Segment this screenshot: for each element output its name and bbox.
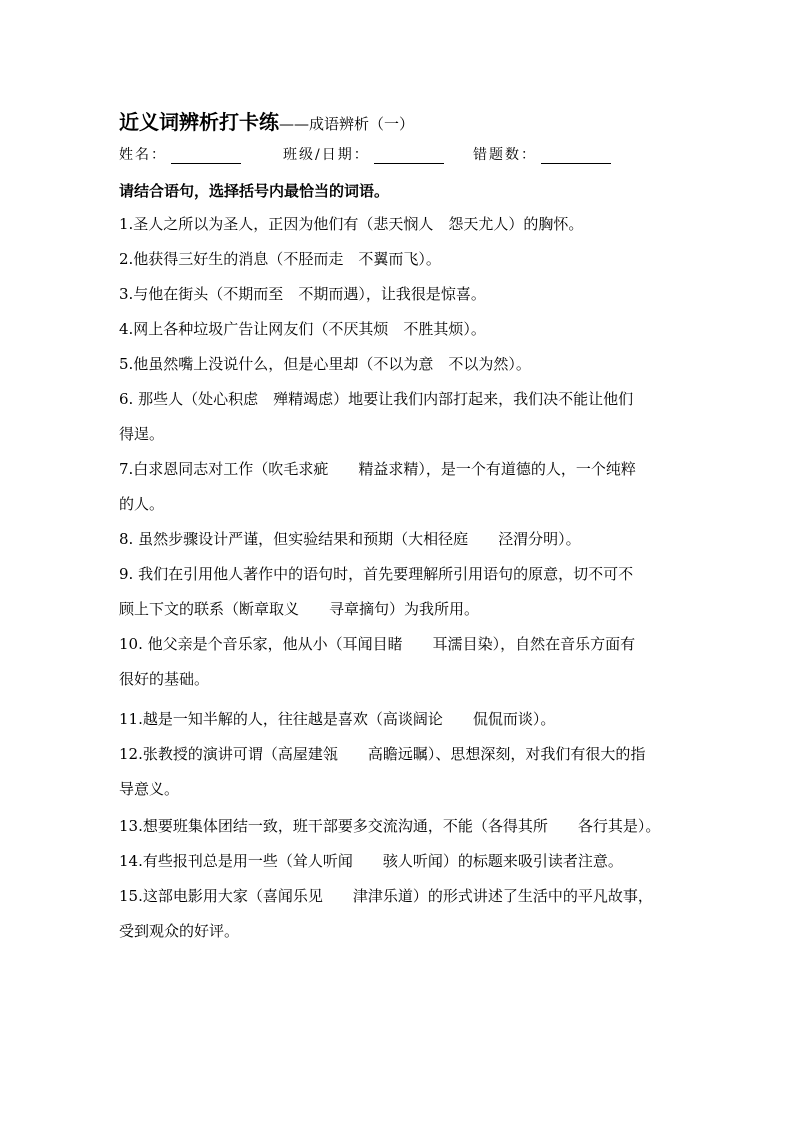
question-line: 4.网上各种垃圾广告让网友们（不厌其烦 不胜其烦）。 [119, 320, 486, 338]
errors-label: 错题数： [473, 147, 537, 163]
class-date-blank[interactable] [374, 147, 444, 164]
name-blank[interactable] [171, 147, 241, 164]
question-line: 的人。 [119, 495, 165, 513]
class-date-field [283, 144, 444, 164]
question-line: 11.越是一知半解的人，往往越是喜欢（高谈阔论 侃侃而谈）。 [119, 710, 556, 728]
page-title [119, 108, 414, 138]
question-line: 12.张教授的演讲可谓（高屋建瓴 高瞻远瞩）、思想深刻，对我们有很大的指 [119, 745, 646, 763]
question-line: 13.想要班集体团结一致，班干部要多交流沟通，不能（各得其所 各行其是）。 [119, 817, 661, 835]
question-line: 8. 虽然步骤设计严谨，但实验结果和预期（大相径庭 泾渭分明）。 [119, 530, 581, 548]
title-main: 近义词辨析打卡练 [119, 110, 279, 134]
student-info-row [119, 144, 679, 166]
name-field [119, 144, 241, 164]
name-label: 姓名： [119, 147, 167, 163]
question-line: 2.他获得三好生的消息（不胫而走 不翼而飞）。 [119, 250, 441, 268]
question-line: 9. 我们在引用他人著作中的语句时，首先要理解所引用语句的原意，切不可不 [119, 565, 634, 583]
instruction-text: 请结合语句，选择括号内最恰当的词语。 [119, 182, 390, 200]
question-line: 10. 他父亲是个音乐家，他从小（耳闻目睹 耳濡目染），自然在音乐方面有 [119, 635, 636, 653]
question-line: 顾上下文的联系（断章取义 寻章摘句）为我所用。 [119, 600, 480, 618]
question-line: 7.白求恩同志对工作（吹毛求疵 精益求精），是一个有道德的人，一个纯粹 [119, 460, 636, 478]
question-line: 5.他虽然嘴上没说什么，但是心里却（不以为意 不以为然）。 [119, 355, 531, 373]
question-line: 3.与他在街头（不期而至 不期而遇），让我很是惊喜。 [119, 285, 486, 303]
errors-field [473, 144, 611, 164]
class-date-label: 班级/日期： [283, 147, 370, 163]
question-line: 很好的基础。 [119, 670, 210, 688]
question-line: 14.有些报刊总是用一些（耸人听闻 骇人听闻）的标题来吸引读者注意。 [119, 852, 623, 870]
title-subtitle: ——成语辨析（一） [279, 115, 415, 133]
question-line: 6. 那些人（处心积虑 殚精竭虑）地要让我们内部打起来，我们决不能让他们 [119, 390, 634, 408]
question-line: 15.这部电影用大家（喜闻乐见 津津乐道）的形式讲述了生活中的平凡故事， [119, 887, 653, 905]
errors-blank[interactable] [541, 147, 611, 164]
question-line: 受到观众的好评。 [119, 922, 240, 940]
question-line: 得逞。 [119, 425, 165, 443]
question-line: 1.圣人之所以为圣人，正因为他们有（悲天悯人 怨天尤人）的胸怀。 [119, 215, 584, 233]
question-line: 导意义。 [119, 780, 180, 798]
